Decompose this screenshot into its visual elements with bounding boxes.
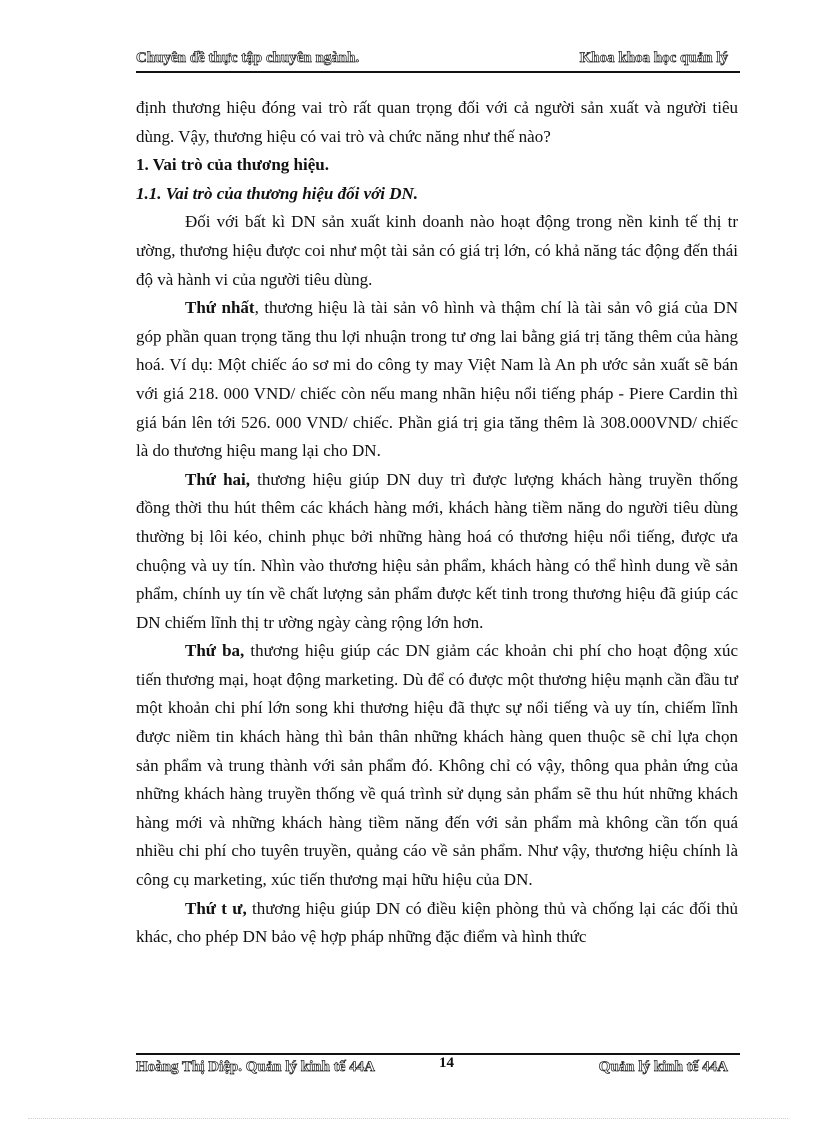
lead-third: Thứ ba, — [185, 641, 245, 661]
page-edge-dotted-line — [28, 1118, 788, 1119]
lead-second: Thứ hai, — [185, 469, 251, 489]
page-number: 14 — [439, 1055, 454, 1071]
header-faculty: Khoa khoa học quản lý — [579, 50, 728, 66]
footer-divider — [136, 1053, 740, 1055]
subsection-heading: 1.1. Vai trò của thương hiệu đối với DN. — [136, 183, 419, 203]
lead-fourth: Thứ t ư, — [185, 898, 247, 918]
footer-author: Hoàng Thị Diệp. Quản lý kinh tế 44A — [136, 1059, 375, 1075]
footer-class: Quản lý kinh tế 44A — [598, 1059, 728, 1075]
text-first: , thương hiệu là tài sản vô hình và thậm chí là tài sản vô giá của DN góp phần quan trọng tăng thu lợi nhuận trong tư ơng lai bằng giá trị tăng thêm của hàng hoá. Ví dụ: Một chiếc áo sơ mi do công ty may Việt Nam là An ph ước sản xuất sẽ bán với giá 218. 000 VND/ chiếc còn nếu mang nhãn hiệu nổi tiếng pháp - Piere Cardin thì giá bán lên tới 526. 000 VND/ chiếc. Phần giá trị gia tăng thêm là 308.000VND/ chiếc là do thương hiệu mang lại cho DN. — [136, 298, 738, 461]
paragraph-first — [136, 294, 738, 466]
paragraph-intro: định thương hiệu đóng vai trò rất quan trọng đối với cả người sản xuất và người tiêu dùng. Vậy, thương hiệu có vai trò và chức năng như thế nào? — [136, 98, 738, 146]
section-heading: 1. Vai trò của thương hiệu. — [136, 155, 329, 175]
lead-first: Thứ nhất — [185, 298, 255, 318]
page-header — [136, 46, 740, 72]
paragraph-second — [136, 466, 738, 638]
text-second: thương hiệu giúp DN duy trì được lượng khách hàng truyền thống đồng thời thu hút thêm các khách hàng mới, khách hàng tiềm năng do người tiêu dùng thường bị lôi kéo, chinh phục bởi những hàng hoá có thương hiệu nổi tiếng, được ưa chuộng và uy tín. Nhìn vào thương hiệu sản phẩm, khách hàng có thể hình dung về sản phẩm, chính uy tín về chất lượng sản phẩm được kết tinh trong thương hiệu đã giúp các DN chiếm lĩnh thị tr ường ngày càng rộng lớn hơn. — [136, 469, 738, 632]
header-document-title: Chuyên đề thực tập chuyên ngành. — [136, 50, 360, 66]
header-divider — [136, 71, 740, 73]
text-third: thương hiệu giúp các DN giảm các khoản chi phí cho hoạt động xúc tiến thương mại, hoạt động marketing. Dù để có được một thương hiệu mạnh cần đầu tư một khoản chi phí lớn song khi thương hiệu đã thực sự nổi tiếng và uy tín, chiếm lĩnh được niềm tin khách hàng thì bản thân những khách hàng quen thuộc sẽ chỉ lựa chọn sản phẩm và trung thành với sản phẩm đó. Không chỉ có vậy, thông qua phản ứng của những khách hàng truyền thống về quá trình sử dụng sản phẩm sẽ thu hút những khách hàng mới và những khách hàng tiềm năng đến với sản phẩm mà không cần tốn quá nhiều chi phí cho tuyên truyền, quảng cáo về sản phẩm. Như vậy, thương hiệu chính là công cụ marketing, xúc tiến thương mại hữu hiệu của DN. — [136, 641, 738, 890]
paragraph-overview: Đối với bất kì DN sản xuất kinh doanh nào hoạt động trong nền kinh tế thị tr ường, thương hiệu được coi như một tài sản có giá trị lớn, có khả năng tác động đến thái độ và hành vi của người tiêu dùng. — [136, 212, 738, 289]
text-fourth: thương hiệu giúp DN có điều kiện phòng thủ và chống lại các đối thủ khác, cho phép DN bảo vệ hợp pháp những đặc điểm và hình thức — [136, 898, 739, 947]
paragraph-third — [136, 637, 738, 894]
page-body — [136, 94, 738, 952]
paragraph-fourth — [136, 895, 738, 952]
page-footer — [136, 1056, 740, 1080]
